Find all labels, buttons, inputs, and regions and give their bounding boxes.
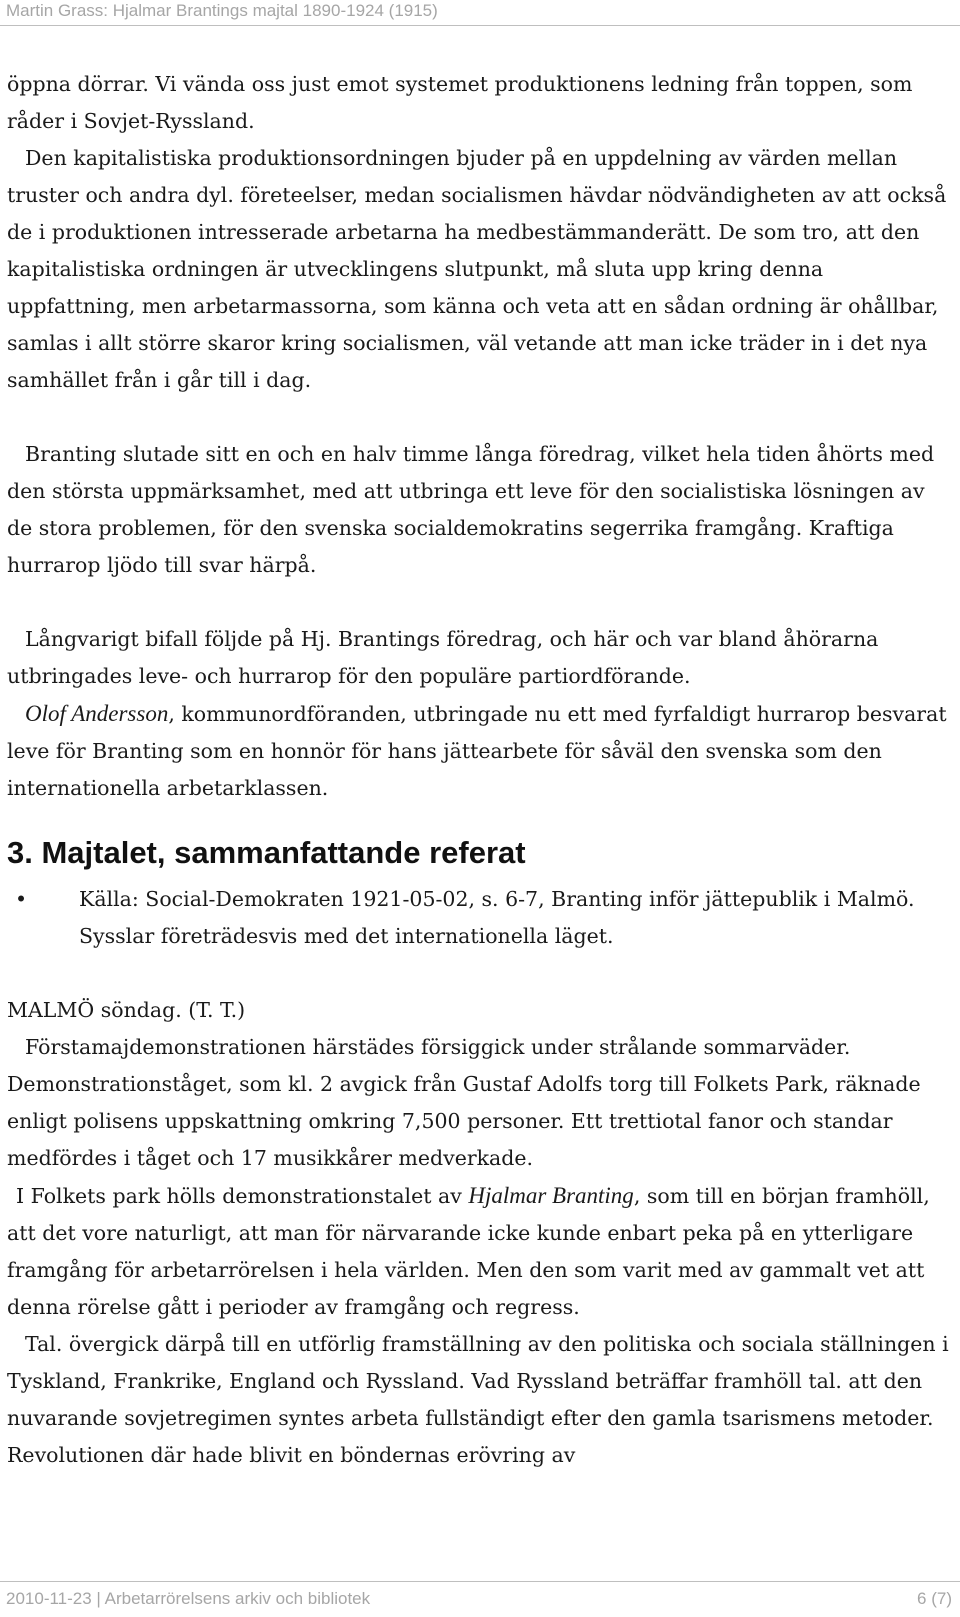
paragraph-5-text: , kommunordföranden, utbringade nu ett med fyrfaldigt hurrarop besvarat leve för Branting som en honnör för hans jättearbete för såväl den svenska som den internationella arbetarklassen. — [7, 702, 947, 800]
section-paragraph-2 — [7, 1177, 952, 1326]
source-text: Källa: Social-Demokraten 1921-05-02, s. 6-7, Branting inför jättepublik i Malmö. Sysslar företrädesvis med det internationella läget. — [79, 887, 915, 948]
paragraph-5 — [7, 695, 952, 807]
running-title: Martin Grass: Hjalmar Brantings majtal 1890-1924 (1915) — [6, 1, 438, 20]
spacer — [7, 399, 952, 436]
spacer — [7, 955, 952, 992]
footer-source: 2010-11-23 | Arbetarrörelsens arkiv och bibliotek — [6, 1589, 371, 1608]
page-number: 6 (7) — [917, 1589, 952, 1608]
paragraph-4: Långvarigt bifall följde på Hj. Brantings föredrag, och här och var bland åhörarna utbringades leve- och hurrarop för den populäre partiordförande. — [7, 627, 879, 688]
document-body — [7, 66, 952, 1474]
page-header — [6, 0, 946, 26]
person-name: Olof Andersson — [25, 701, 169, 726]
bullet-icon: • — [15, 887, 28, 911]
paragraph-2: Den kapitalistiska produktionsordningen bjuder på en uppdelning av värden mellan truster och andra dyl. företeelser, medan socialismen hävdar nödvändigheten av att också de i produktionen intresserade arbetarna ha medbestämmanderätt. De som tro, att den kapitalistiska ordningen är utvecklingens slutpunkt, må sluta upp kring denna uppfattning, men arbetarmassorna, som känna och veta att en sådan ordning är ohållbar, samlas i allt större skaror kring socialismen, väl vetande att man icke träder in i det nya samhället från i går till i dag. — [7, 146, 947, 392]
paragraph-1: öppna dörrar. Vi vända oss just emot systemet produktionens ledning från toppen, som råder i Sovjet-Ryssland. — [7, 72, 913, 133]
section-heading: 3. Majtalet, sammanfattande referat — [7, 835, 526, 870]
source-bullet — [7, 881, 952, 955]
header-divider — [0, 25, 960, 26]
section-paragraph-3: Tal. övergick därpå till en utförlig framställning av den politiska och sociala ställningen i Tyskland, Frankrike, England och Ryssland. Vad Ryssland beträffar framhöll tal. att den nuvarande sovjetregimen syntes arbeta fullständigt efter den gamla tsarismens metoder. Revolutionen där hade blivit en böndernas erövring av — [7, 1332, 949, 1467]
section-paragraph-1: Förstamajdemonstrationen härstädes försiggick under strålande sommarväder. Demonstrationståget, som kl. 2 avgick från Gustaf Adolfs torg till Folkets Park, räknade enligt polisens uppskattning omkring 7,500 personer. Ett trettiotal fanor och standar medfördes i tåget och 17 musikkårer medverkade. — [7, 1035, 921, 1170]
section-paragraph-2-start: I Folkets park hölls demonstrationstalet av — [16, 1184, 469, 1208]
footer-divider — [0, 1581, 960, 1582]
page-footer — [6, 1588, 952, 1610]
person-name: Hjalmar Branting — [468, 1183, 634, 1208]
spacer — [7, 584, 952, 621]
dateline: MALMÖ söndag. (T. T.) — [7, 998, 246, 1022]
section-paragraph-2-end: , som till en början framhöll, att det vore naturligt, att man för närvarande icke kunde enbart peka på en ytterligare framgång för arbetarrörelsen i hela världen. Men den som varit med av gammalt vet att denna rörelse gått i perioder av framgång och regress. — [7, 1184, 930, 1319]
paragraph-3: Branting slutade sitt en och en halv timme långa föredrag, vilket hela tiden åhörts med den största uppmärksamhet, med att utbringa ett leve för den socialistiska lösningen av de stora problemen, för den svenska socialdemokratins segerrika framgång. Kraftiga hurrarop ljödo till svar härpå. — [7, 442, 935, 577]
